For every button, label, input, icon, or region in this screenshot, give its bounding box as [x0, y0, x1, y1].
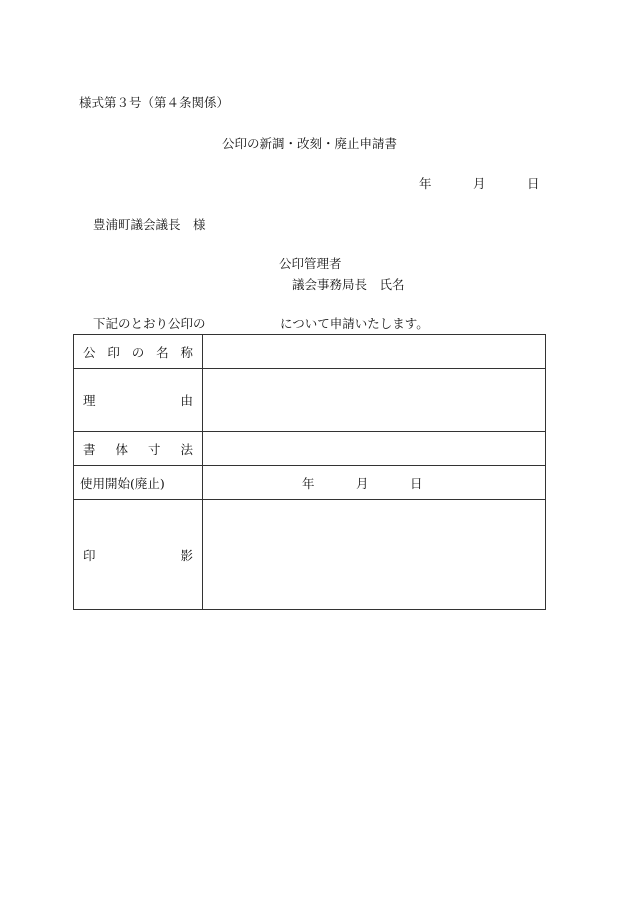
table-row-impression [74, 500, 546, 610]
label-char: 体 [115, 441, 128, 457]
table-row-start [74, 466, 546, 500]
intro-text-after: について申請いたします。 [280, 316, 429, 331]
date-year-label: 年 [419, 176, 432, 191]
applicant-role: 公印管理者 [279, 256, 342, 271]
label-char: 印 [83, 547, 96, 563]
intro-text-before: 下記のとおり公印の [93, 316, 206, 331]
start-date-label [74, 466, 203, 500]
label-char: 由 [180, 393, 193, 408]
addressee: 豊浦町議会議長 様 [93, 217, 206, 232]
seal-impression-field[interactable] [203, 500, 546, 610]
reason-field[interactable] [203, 369, 546, 432]
date-day-label: 日 [527, 176, 540, 191]
label-char: 印 [107, 344, 120, 360]
label-char: 称 [180, 344, 193, 360]
label-char: 理 [83, 393, 96, 408]
label-char: の [131, 344, 145, 360]
application-table [73, 334, 546, 610]
applicant-title-name: 議会事務局長 氏名 [292, 277, 405, 292]
label-char: 法 [180, 441, 193, 457]
form-number: 様式第３号（第４条関係） [79, 95, 230, 110]
label-char: 影 [180, 547, 193, 563]
table-row-seal-name [74, 335, 546, 369]
table-row-typeface [74, 432, 546, 466]
label-char: 書 [83, 441, 96, 457]
label-char: 名 [156, 344, 169, 360]
label-char: 寸 [147, 441, 161, 457]
start-month-label: 月 [356, 475, 369, 491]
start-year-label: 年 [302, 475, 315, 491]
date-month-label: 月 [473, 176, 486, 191]
start-date-label-text: 使用開始(廃止) [80, 475, 165, 491]
start-date-field[interactable] [203, 466, 546, 500]
seal-name-label [74, 335, 203, 369]
reason-label [74, 369, 203, 432]
table-row-reason [74, 369, 546, 432]
seal-name-field[interactable] [203, 335, 546, 369]
start-day-label: 日 [410, 475, 423, 491]
typeface-size-field[interactable] [203, 432, 546, 466]
document-title: 公印の新調・改刻・廃止申請書 [222, 136, 398, 151]
typeface-size-label [74, 432, 203, 466]
seal-impression-label [74, 500, 203, 610]
label-char: 公 [83, 344, 96, 360]
